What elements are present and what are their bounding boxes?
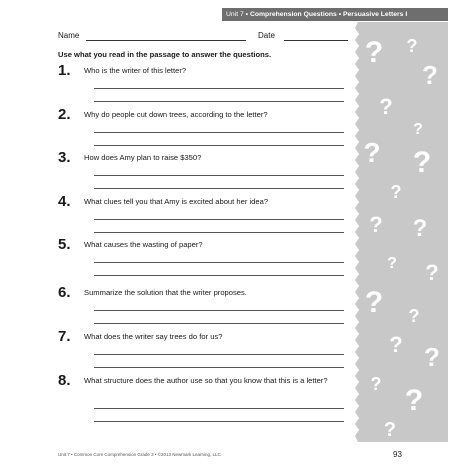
answer-line[interactable] xyxy=(94,88,344,89)
question-text: What clues tell you that Amy is excited about her idea? xyxy=(84,197,269,206)
answer-line[interactable] xyxy=(94,408,344,409)
page-number: 93 xyxy=(393,450,402,459)
question-number: 6. xyxy=(58,284,71,301)
question-number: 5. xyxy=(58,236,71,253)
date-label: Date xyxy=(258,31,275,40)
unit-header-bar xyxy=(222,8,448,21)
answer-line[interactable] xyxy=(94,262,344,263)
question-number: 1. xyxy=(58,62,71,79)
answer-line[interactable] xyxy=(94,275,344,276)
question-number: 8. xyxy=(58,372,71,389)
question-text: Why do people cut down trees, according to the letter? xyxy=(84,110,268,119)
answer-line[interactable] xyxy=(94,188,344,189)
question-mark-icon: ? xyxy=(364,286,384,319)
question-text: How does Amy plan to raise $350? xyxy=(84,153,202,162)
answer-line[interactable] xyxy=(94,175,344,176)
question-mark-icon: ? xyxy=(406,36,418,56)
question-mark-icon: ? xyxy=(369,212,383,237)
question-mark-icon: ? xyxy=(363,137,381,168)
question-mark-icon: ? xyxy=(387,255,397,272)
question-text: Summarize the solution that the writer proposes. xyxy=(84,288,247,297)
question-mark-icon: ? xyxy=(383,419,397,441)
answer-line[interactable] xyxy=(94,367,344,368)
question-text: What causes the wasting of paper? xyxy=(84,240,203,249)
answer-line[interactable] xyxy=(94,232,344,233)
question-mark-pattern xyxy=(352,22,448,442)
date-field[interactable] xyxy=(284,40,348,41)
question-number: 2. xyxy=(58,106,71,123)
question-mark-icon: ? xyxy=(364,36,384,69)
question-number: 3. xyxy=(58,149,71,166)
question-text: What structure does the author use so that you know that this is a letter? xyxy=(84,376,328,385)
name-date-row xyxy=(58,30,348,44)
question-text: Who is the writer of this letter? xyxy=(84,66,187,75)
question-mark-strip xyxy=(352,22,448,442)
question-number: 4. xyxy=(58,193,71,210)
question-mark-icon: ? xyxy=(404,384,424,417)
question-mark-icon: ? xyxy=(425,260,439,285)
question-mark-icon: ? xyxy=(408,306,420,326)
question-mark-icon: ? xyxy=(389,332,403,357)
question-mark-icon: ? xyxy=(412,215,428,242)
header-topic: Persuasive Letters I xyxy=(342,11,408,18)
answer-line[interactable] xyxy=(94,354,344,355)
name-label: Name xyxy=(58,31,80,40)
header-separator-2: • xyxy=(338,11,342,18)
question-text: What does the writer say trees do for us? xyxy=(84,332,223,341)
question-mark-icon: ? xyxy=(390,182,402,202)
answer-line[interactable] xyxy=(94,310,344,311)
question-mark-icon: ? xyxy=(379,94,393,119)
header-separator: • xyxy=(245,11,249,18)
question-mark-icon: ? xyxy=(422,60,438,90)
answer-line[interactable] xyxy=(94,323,344,324)
footer-credit: Unit 7 • Common Core Comprehension Grade 3 • ©2013 Newmark Learning, LLC xyxy=(58,452,221,457)
answer-line[interactable] xyxy=(94,145,344,146)
header-unit: Unit 7 xyxy=(226,11,244,18)
question-mark-icon: ? xyxy=(412,146,432,179)
question-mark-icon: ? xyxy=(424,342,440,372)
answer-line[interactable] xyxy=(94,421,344,422)
question-mark-icon: ? xyxy=(413,121,423,138)
answer-line[interactable] xyxy=(94,101,344,102)
instructions: Use what you read in the passage to answer the questions. xyxy=(58,50,272,59)
answer-line[interactable] xyxy=(94,219,344,220)
name-field[interactable] xyxy=(86,40,246,41)
question-number: 7. xyxy=(58,328,71,345)
question-mark-icon: ? xyxy=(370,374,382,394)
answer-line[interactable] xyxy=(94,132,344,133)
header-section: Comprehension Questions xyxy=(249,11,337,18)
